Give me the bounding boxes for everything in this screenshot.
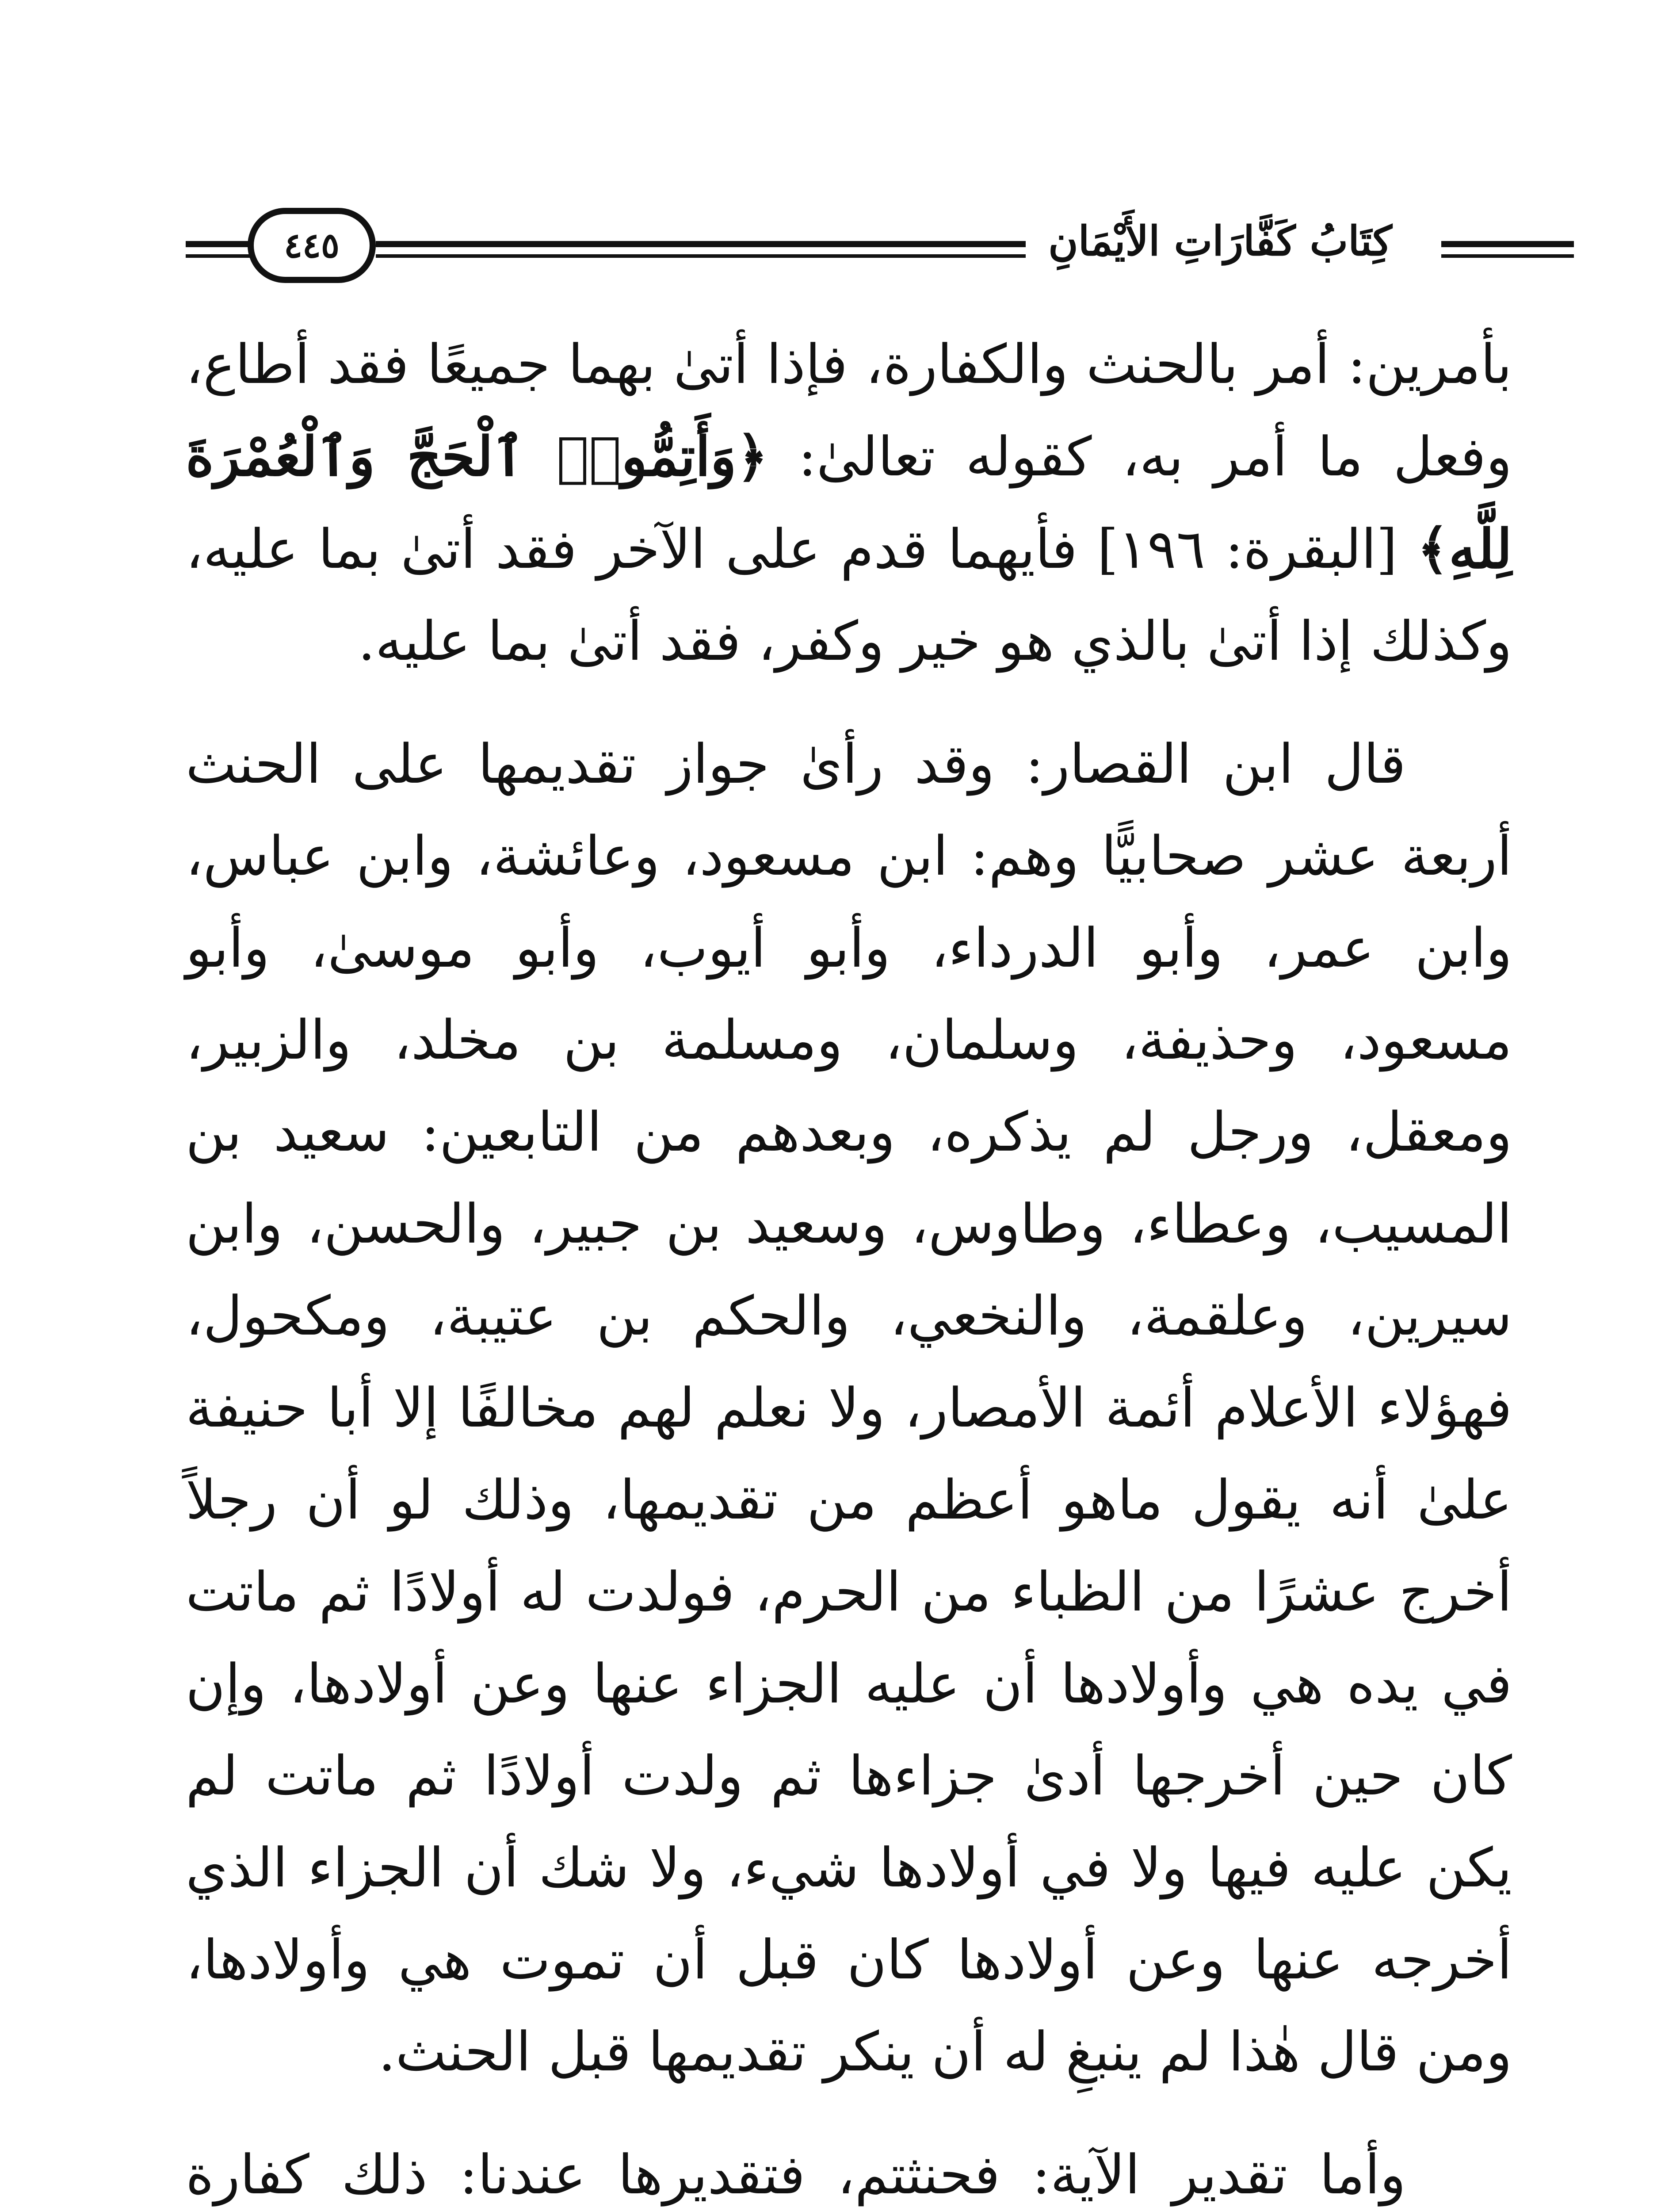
paragraph-1 bbox=[186, 318, 1512, 687]
paragraph-1-text-a: بأمرين: أمر بالحنث والكفارة، فإذا أتىٰ بهما جميعًا فقد أطاع، وفعل ما أمر به، كقوله تعالىٰ: bbox=[186, 333, 1512, 488]
header-rule-middle-thin bbox=[376, 254, 1026, 258]
header-rule-middle bbox=[376, 241, 1026, 247]
header-rule-left-thin bbox=[186, 254, 252, 258]
page-number: ٤٤٥ bbox=[284, 225, 340, 266]
header-rule-right-thin bbox=[1441, 254, 1574, 258]
paragraph-1-text-b: [البقرة: ١٩٦] فأيهما قدم على الآخر فقد أتىٰ بما عليه، وكذلك إذا أتىٰ بالذي هو خير وكفر، فقد أتىٰ بما عليه. bbox=[186, 518, 1512, 673]
page-number-badge bbox=[248, 208, 376, 283]
page-body bbox=[186, 318, 1512, 2211]
header-rule-left bbox=[186, 241, 252, 247]
paragraph-2: قال ابن القصار: وقد رأىٰ جواز تقديمها على الحنث أربعة عشر صحابيًّا وهم: ابن مسعود، وعائشة، وابن عباس، وابن عمر، وأبو الدرداء، وأبو أيوب، وأبو موسىٰ، وأبو مسعود، وحذيفة، وسلمان، ومسلمة بن مخلد، والزبير، ومعقل، ورجل لم يذكره، وبعدهم من التابعين: سعيد بن المسيب، وعطاء، وطاوس، وسعيد بن جبير، والحسن، وابن سيرين، وعلقمة، والنخعي، والحكم بن عتيبة، ومكحول، فهؤلاء الأعلام أئمة الأمصار، ولا نعلم لهم مخالفًا إلا أبا حنيفة علىٰ أنه يقول ماهو أعظم من تقديمها، وذلك لو أن رجلاً أخرج عشرًا من الظباء من الحرم، فولدت له أولادًا ثم ماتت في يده هي وأولادها أن عليه الجزاء عنها وعن أولادها، وإن كان حين أخرجها أدىٰ جزاءها ثم ولدت أولادًا ثم ماتت لم يكن عليه فيها ولا في أولادها شيء، ولا شك أن الجزاء الذي أخرجه عنها وعن أولادها كان قبل أن تموت هي وأولادها، ومن قال هٰذا لم ينبغِ له أن ينكر تقديمها قبل الحنث. bbox=[186, 733, 1512, 2083]
quran-quote: ﴿وَأَتِمُّوا۟ ٱلْحَجَّ وَٱلْعُمْرَةَ لِلَّهِ﴾ bbox=[186, 425, 1512, 581]
header-rule-right bbox=[1441, 241, 1574, 247]
running-title: كِتَابُ كَفَّارَاتِ الأَيْمَانِ bbox=[1026, 208, 1415, 274]
paragraph-3: وأما تقدير الآية: فحنثتم، فتقديرها عندنا: ذلك كفارة bbox=[186, 2143, 1406, 2206]
